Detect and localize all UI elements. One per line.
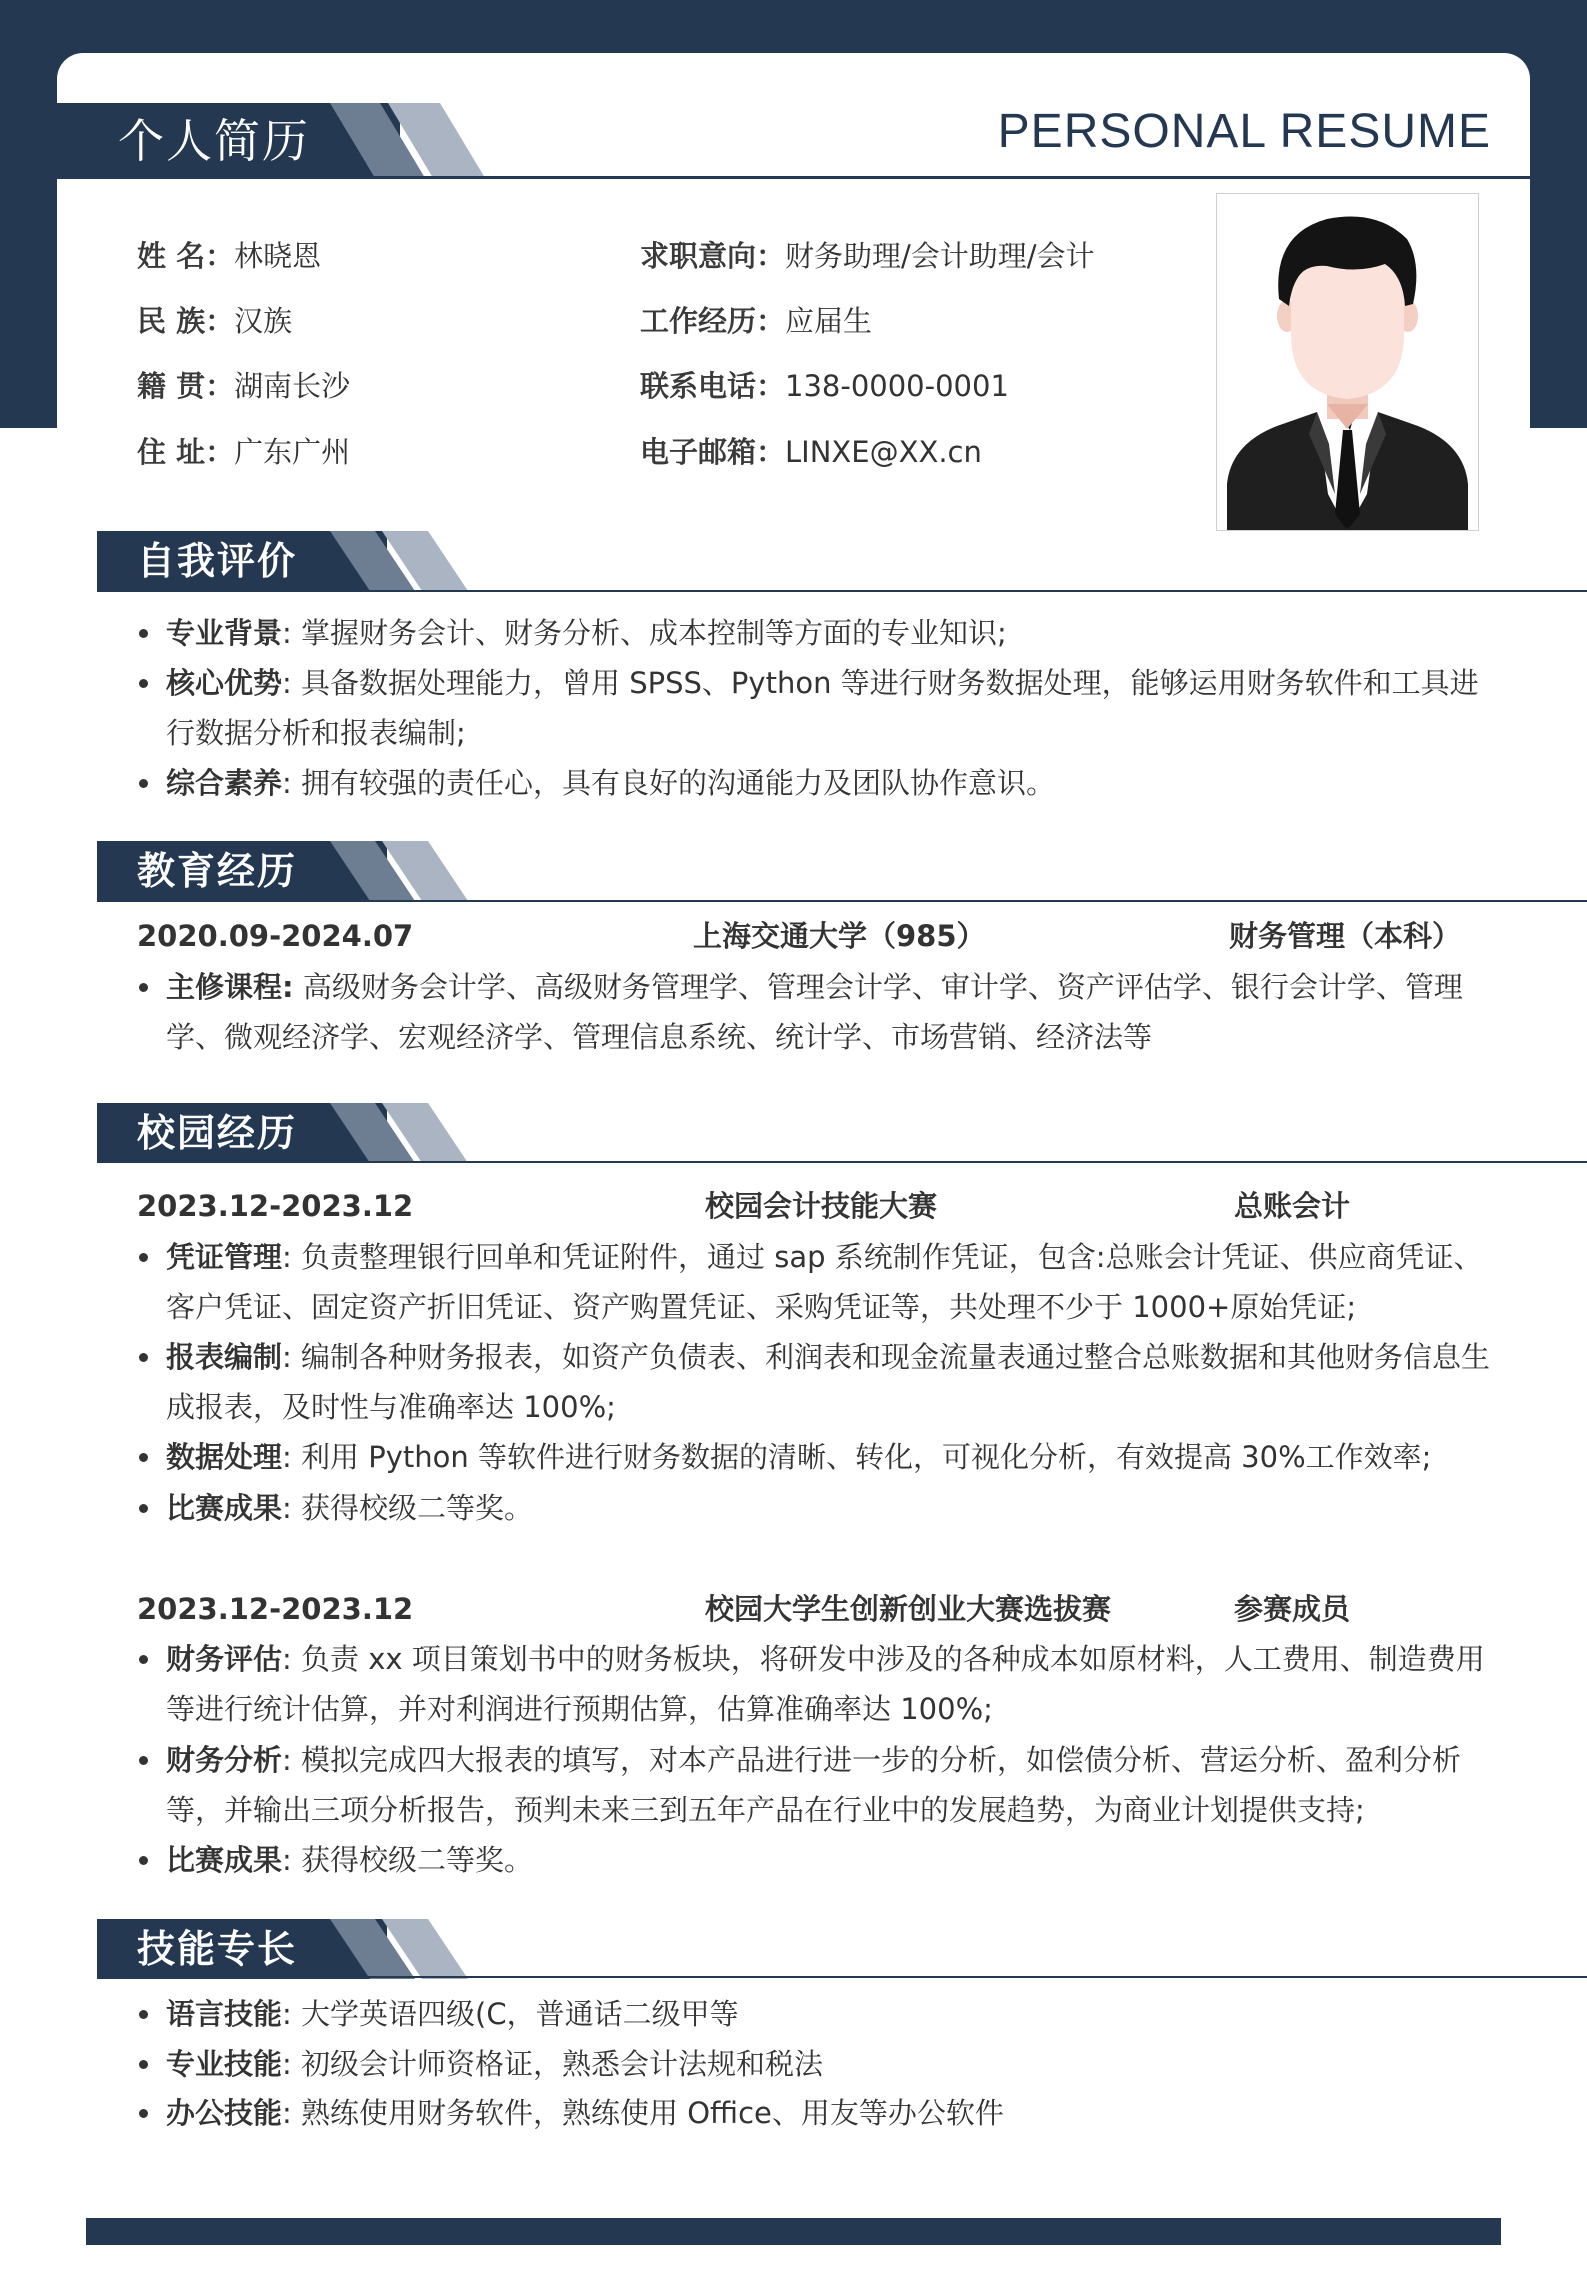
info-label: 籍 贯： <box>137 369 235 403</box>
info-name <box>137 236 321 276</box>
header-stripes-decoration <box>330 103 500 178</box>
info-job-intention <box>640 236 1095 276</box>
section-stripes-decoration <box>330 1103 480 1163</box>
list-item: 数据处理: 利用 Python 等软件进行财务数据的清晰、转化，可视化分析，有效提高 30%工作效率; <box>166 1432 1506 1482</box>
info-value: 湖南长沙 <box>234 369 351 403</box>
info-label: 住 址： <box>137 435 235 469</box>
list-item: 核心优势: 具备数据处理能力，曾用 SPSS、Python 等进行财务数据处理，能够运用财务软件和工具进行数据分析和报表编制; <box>166 658 1506 758</box>
section-divider <box>97 900 1587 902</box>
campus-entry-name: 校园大学生创新创业大赛选拔赛 <box>705 1592 1112 1626</box>
list-item: 财务评估: 负责 xx 项目策划书中的财务板块，将研发中涉及的各种成本如原材料，人工费用、制造费用等进行统计估算，并对利润进行预期估算，估算准确率达 100%; <box>166 1634 1506 1734</box>
section-title-campus: 校园经历 <box>137 1111 298 1155</box>
list-item: 凭证管理: 负责整理银行回单和凭证附件，通过 sap 系统制作凭证，包含:总账会计凭证、供应商凭证、客户凭证、固定资产折旧凭证、资产购置凭证、采购凭证等，共处理不少于 1000+原始凭证; <box>166 1232 1506 1332</box>
info-value: 财务助理/会计助理/会计 <box>785 239 1095 273</box>
section-divider <box>97 590 1587 592</box>
list-item: 财务分析: 模拟完成四大报表的填写，对本产品进行进一步的分析，如偿债分析、营运分析、盈利分析等，并输出三项分析报告，预判未来三到五年产品在行业中的发展趋势，为商业计划提供支持; <box>166 1735 1506 1835</box>
list-item: 办公技能: 熟练使用财务软件，熟练使用 Office、用友等办公软件 <box>166 2088 1506 2138</box>
list-item: 比赛成果: 获得校级二等奖。 <box>166 1835 1506 1885</box>
info-ethnicity <box>137 301 292 341</box>
header-divider <box>57 176 1530 179</box>
avatar-icon <box>1217 194 1478 530</box>
info-origin <box>137 366 350 406</box>
section-stripes-decoration <box>330 1919 480 1979</box>
info-value: 138-0000-0001 <box>785 369 1009 403</box>
list-item: 专业技能: 初级会计师资格证，熟悉会计法规和税法 <box>166 2039 1506 2089</box>
section-divider <box>97 1976 1587 1978</box>
info-value: 应届生 <box>785 304 873 338</box>
campus-entry-name: 校园会计技能大赛 <box>705 1189 938 1223</box>
info-value: 林晓恩 <box>234 239 322 273</box>
info-label: 求职意向： <box>640 239 786 273</box>
section-stripes-decoration <box>330 841 480 901</box>
education-major: 财务管理（本科） <box>1229 919 1462 953</box>
profile-photo <box>1216 193 1479 531</box>
info-email <box>640 432 982 472</box>
info-value: LINXE@XX.cn <box>785 435 982 469</box>
list-item: 主修课程: 高级财务会计学、高级财务管理学、管理会计学、审计学、资产评估学、银行会计学、管理学、微观经济学、宏观经济学、管理信息系统、统计学、市场营销、经济法等 <box>166 962 1506 1062</box>
page-title: 个人简历 <box>118 114 310 168</box>
education-school: 上海交通大学（985） <box>693 919 986 953</box>
info-label: 民 族： <box>137 304 235 338</box>
info-address <box>137 432 350 472</box>
info-label: 姓 名： <box>137 239 235 273</box>
list-item: 报表编制: 编制各种财务报表，如资产负债表、利润表和现金流量表通过整合总账数据和其他财务信息生成报表，及时性与准确率达 100%; <box>166 1332 1506 1432</box>
education-date: 2020.09-2024.07 <box>137 919 414 953</box>
campus-entry-date: 2023.12-2023.12 <box>137 1592 414 1626</box>
info-label: 工作经历： <box>640 304 786 338</box>
info-label: 电子邮箱： <box>640 435 786 469</box>
section-title-skills: 技能专长 <box>137 1927 298 1971</box>
list-item: 语言技能: 大学英语四级(C，普通话二级甲等 <box>166 1989 1506 2039</box>
section-divider <box>97 1161 1587 1163</box>
page-subtitle: PERSONAL RESUME <box>997 105 1491 158</box>
list-item: 专业背景: 掌握财务会计、财务分析、成本控制等方面的专业知识; <box>166 608 1506 658</box>
list-item: 比赛成果: 获得校级二等奖。 <box>166 1483 1506 1533</box>
campus-entry-date: 2023.12-2023.12 <box>137 1189 414 1223</box>
info-value: 汉族 <box>234 304 293 338</box>
footer-bar <box>86 2218 1501 2245</box>
campus-entry-role: 参赛成员 <box>1234 1592 1351 1626</box>
section-title-self-eval: 自我评价 <box>137 539 298 583</box>
info-phone <box>640 366 1009 406</box>
list-item: 综合素养: 拥有较强的责任心，具有良好的沟通能力及团队协作意识。 <box>166 758 1506 808</box>
info-label: 联系电话： <box>640 369 786 403</box>
campus-entry-role: 总账会计 <box>1234 1189 1351 1223</box>
info-value: 广东广州 <box>234 435 351 469</box>
info-work-experience <box>640 301 872 341</box>
section-title-education: 教育经历 <box>137 849 298 893</box>
section-stripes-decoration <box>330 531 480 591</box>
